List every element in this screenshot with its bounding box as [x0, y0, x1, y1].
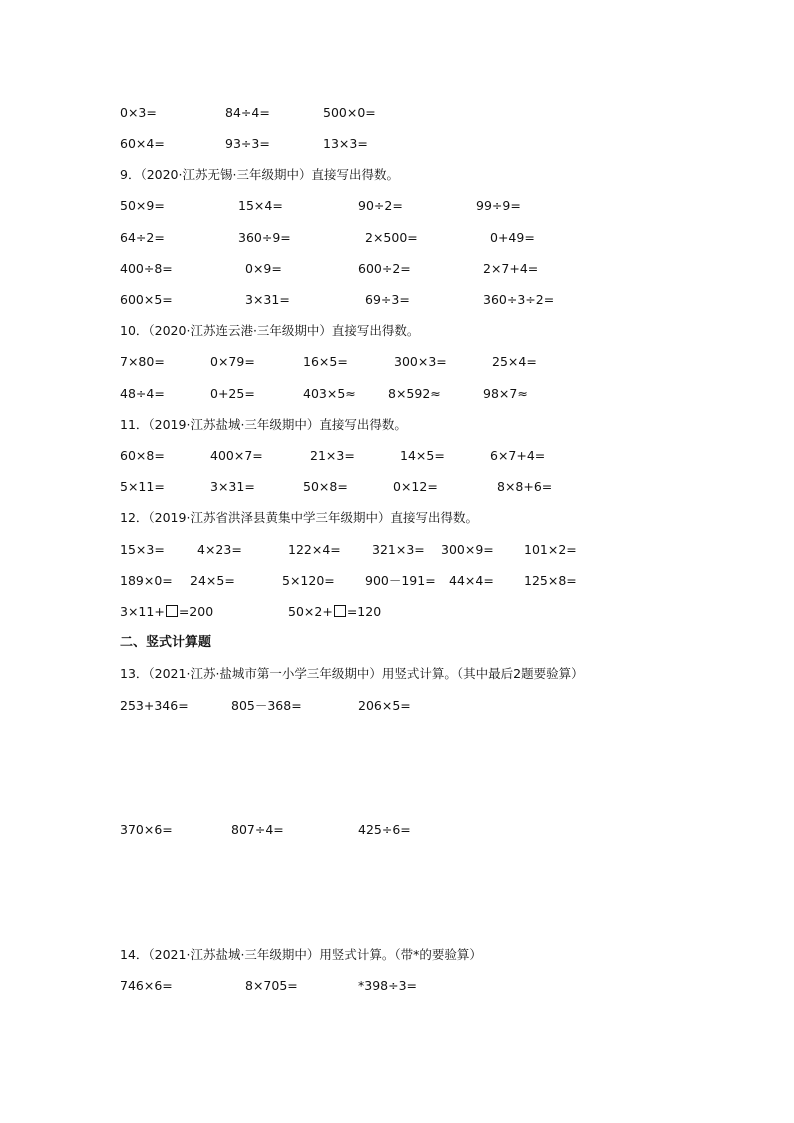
problem: 425÷6= — [358, 822, 411, 837]
problem: 25×4= — [492, 354, 537, 369]
section-heading: 二、竖式计算题 — [120, 635, 212, 650]
problem-row — [0, 353, 794, 373]
problem: 600÷2= — [358, 261, 411, 276]
problem: 206×5= — [358, 698, 411, 713]
problem: 900－191= — [365, 573, 436, 588]
question-title — [0, 416, 794, 436]
problem: 93÷3= — [225, 136, 270, 151]
problem: 805－368= — [231, 698, 302, 713]
problem: 300×9= — [441, 542, 494, 557]
problem-prefix: 3×11+ — [120, 604, 165, 619]
problem: 8×592≈ — [388, 386, 441, 401]
answer-box[interactable] — [334, 605, 346, 617]
problem-row — [0, 197, 794, 217]
problem: *398÷3= — [358, 978, 418, 993]
problem-row — [0, 541, 794, 561]
problem: 403×5≈ — [303, 386, 356, 401]
problem-row — [0, 104, 794, 124]
section-heading-row — [0, 634, 794, 654]
question-10-title: 10．（2020·江苏连云港·三年级期中）直接写出得数。 — [120, 323, 420, 338]
problem: 16×5= — [303, 354, 348, 369]
problem-row — [0, 385, 794, 405]
problem: 500×0= — [323, 105, 376, 120]
problem: 807÷4= — [231, 822, 284, 837]
fill-in-problem — [288, 603, 381, 621]
problem-row — [0, 291, 794, 311]
problem: 321×3= — [372, 542, 425, 557]
problem: 3×31= — [210, 479, 255, 494]
problem: 21×3= — [310, 448, 355, 463]
problem-row — [0, 821, 794, 841]
problem: 8×705= — [245, 978, 298, 993]
problem: 48÷4= — [120, 386, 165, 401]
problem: 400÷8= — [120, 261, 173, 276]
problem: 50×8= — [303, 479, 348, 494]
problem-row — [0, 260, 794, 280]
problem: 44×4= — [449, 573, 494, 588]
problem: 400×7= — [210, 448, 263, 463]
problem: 4×23= — [197, 542, 242, 557]
question-title — [0, 322, 794, 342]
problem: 189×0= — [120, 573, 173, 588]
problem: 84÷4= — [225, 105, 270, 120]
problem: 69÷3= — [365, 292, 410, 307]
problem: 5×120= — [282, 573, 335, 588]
problem-row — [0, 478, 794, 498]
question-11-title: 11．（2019·江苏盐城·三年级期中）直接写出得数。 — [120, 417, 407, 432]
problem-row — [0, 603, 794, 623]
problem: 3×31= — [245, 292, 290, 307]
problem-suffix: =120 — [346, 604, 382, 619]
problem: 5×11= — [120, 479, 165, 494]
problem: 101×2= — [524, 542, 577, 557]
problem-suffix: =200 — [178, 604, 214, 619]
problem: 50×9= — [120, 198, 165, 213]
problem: 0+49= — [490, 230, 535, 245]
problem: 125×8= — [524, 573, 577, 588]
problem: 746×6= — [120, 978, 173, 993]
problem: 0×12= — [393, 479, 438, 494]
problem: 0×9= — [245, 261, 282, 276]
problem-row — [0, 229, 794, 249]
problem: 0+25= — [210, 386, 255, 401]
problem: 2×7+4= — [483, 261, 539, 276]
question-title — [0, 509, 794, 529]
problem: 64÷2= — [120, 230, 165, 245]
problem-row — [0, 572, 794, 592]
question-12-title: 12．（2019·江苏省洪泽县黄集中学三年级期中）直接写出得数。 — [120, 510, 478, 525]
question-title — [0, 946, 794, 966]
problem: 7×80= — [120, 354, 165, 369]
problem-row — [0, 697, 794, 717]
problem-row — [0, 977, 794, 997]
problem: 13×3= — [323, 136, 368, 151]
problem-prefix: 50×2+ — [288, 604, 333, 619]
question-9-title: 9．（2020·江苏无锡·三年级期中）直接写出得数。 — [120, 167, 399, 182]
problem: 24×5= — [190, 573, 235, 588]
problem: 360÷9= — [238, 230, 291, 245]
problem: 15×4= — [238, 198, 283, 213]
problem: 90÷2= — [358, 198, 403, 213]
problem: 99÷9= — [476, 198, 521, 213]
problem: 300×3= — [394, 354, 447, 369]
problem: 2×500= — [365, 230, 418, 245]
question-13-title: 13．（2021·江苏·盐城市第一小学三年级期中）用竖式计算。（其中最后2题要验算） — [120, 666, 584, 681]
problem: 370×6= — [120, 822, 173, 837]
question-14-title: 14．（2021·江苏盐城·三年级期中）用竖式计算。（带*的要验算） — [120, 947, 482, 962]
answer-box[interactable] — [166, 605, 178, 617]
problem: 0×79= — [210, 354, 255, 369]
question-title — [0, 665, 794, 685]
problem: 0×3= — [120, 105, 157, 120]
problem: 14×5= — [400, 448, 445, 463]
problem-row — [0, 447, 794, 467]
problem: 360÷3÷2= — [483, 292, 555, 307]
problem: 600×5= — [120, 292, 173, 307]
problem: 60×8= — [120, 448, 165, 463]
fill-in-problem — [120, 603, 213, 621]
problem: 98×7≈ — [483, 386, 528, 401]
problem: 60×4= — [120, 136, 165, 151]
question-title — [0, 166, 794, 186]
problem: 253+346= — [120, 698, 189, 713]
problem-row — [0, 135, 794, 155]
problem: 122×4= — [288, 542, 341, 557]
problem: 8×8+6= — [497, 479, 553, 494]
problem: 15×3= — [120, 542, 165, 557]
problem: 6×7+4= — [490, 448, 546, 463]
